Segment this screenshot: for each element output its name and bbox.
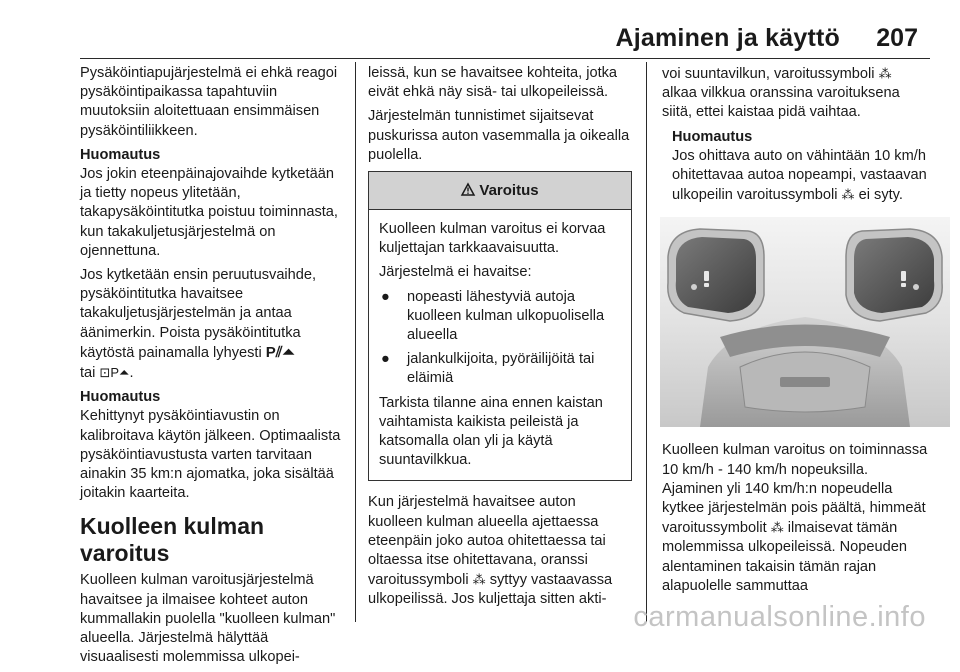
column-3 xyxy=(662,64,930,601)
section-heading: Kuolleen kulman varoitus xyxy=(80,513,265,567)
note-title: Huomautus xyxy=(80,146,161,163)
note xyxy=(662,128,930,206)
bullet-text: nopeasti lähestyviä autoja kuolleen kulman ulkopuolisella alueella xyxy=(407,288,605,344)
note-title: Huomautus xyxy=(80,389,161,406)
paragraph-text: alkaa vilkkua oranssina varoituksena siitä, ettei kaistaa pidä vaihtaa. xyxy=(662,85,900,121)
paragraph xyxy=(368,493,632,609)
note-title: Huomautus xyxy=(672,128,753,145)
column-divider-2 xyxy=(646,62,647,622)
bullet-dot: ● xyxy=(381,288,390,305)
period: . xyxy=(129,365,134,382)
paragraph xyxy=(662,64,930,123)
paragraph-text: voi suuntavilkun, varoitussymboli xyxy=(662,66,875,82)
parking-assist-alt-symbol: ⊡P⏶ xyxy=(99,365,130,381)
blind-spot-warning-symbol: ⁂ xyxy=(472,572,486,588)
note-body: Kehittynyt pysäköintiavustin on kalibroitava käytön jälkeen. Optimaalista pysäköintiavustusta varten tarvitaan ainakin 35 km:n ajomatka, joka sisältää joitakin kaarteita. xyxy=(80,408,341,502)
header-rule xyxy=(80,58,930,59)
paragraph-text: ilmaisevat tämän molemmissa ulkopeileissä. Nopeuden alentaminen takaisin tämän rajan alapuolelle sammuttaa xyxy=(662,520,907,594)
paragraph-text: Jos kytketään ensin peruutusvaihde, pysäköintitutka havaitsee takakuljetusjärjestelmän ja antaa äänimerkin. Poista pysäköintitutka käytöstä painamalla lyhyesti xyxy=(80,267,317,361)
column-2 xyxy=(368,64,632,615)
paragraph-text: Kuolleen kulman varoitus on toiminnassa 10 km/h - 140 km/h nopeuksilla. Ajaminen yli 140 km/h:n nopeudella kytkee järjestelmän pois päältä, himmeät varoitussymbolit xyxy=(662,442,928,537)
warning-title: Varoitus xyxy=(479,182,539,200)
blind-spot-warning-symbol: ⁂ xyxy=(770,520,784,536)
note-text: ei syty. xyxy=(858,187,903,204)
page-header xyxy=(0,0,960,62)
paragraph xyxy=(80,266,342,383)
bullet-text: jalankulkijoita, pyöräilijöitä tai eläimiä xyxy=(407,351,595,387)
paragraph-text: Kun järjestelmä havaitsee auton kuolleen kulman alueella ajettaessa eteenpäin joko autoa ohitettaessa tai oltaessa itse ohitettavana, oranssi varoitussymboli xyxy=(368,494,606,589)
bullet-dot: ● xyxy=(381,351,390,368)
paragraph: Kuolleen kulman varoitusjärjestelmä havaitsee ja ilmaisee kohteet auton kummallakin puolella "kuolleen kulman" alueella. Järjestelmä hälyttää visuaalisesti molemmissa ulkopei- xyxy=(80,572,336,666)
warning-header xyxy=(369,172,631,210)
warning-text: Järjestelmä ei havaitse: xyxy=(379,264,532,281)
car-mirrors-illustration xyxy=(660,217,950,427)
column-1 xyxy=(80,64,342,672)
warning-box xyxy=(368,171,632,481)
warning-bullet xyxy=(379,350,621,388)
paragraph: Pysäköintiapujärjestelmä ei ehkä reagoi pysäköintipaikassa tapahtuviin muutoksiin aloitettuaan ensimmäisen pysäköintiliikkeen. xyxy=(80,65,338,139)
warning-triangle-icon xyxy=(461,172,475,210)
blind-spot-warning-symbol: ⁂ xyxy=(878,66,892,81)
note-text: Jos ohittava auto on vähintään 10 km/h ohitettavaa autoa nopeampi, vastaavan ulkopeilin varoitussymboli xyxy=(672,147,927,204)
chapter-title: Ajaminen ja käyttö xyxy=(615,24,840,52)
blind-spot-warning-symbol: ⁂ xyxy=(841,187,855,203)
watermark: carmanualsonline.info xyxy=(633,601,926,633)
paragraph: Järjestelmän tunnistimet sijaitsevat puskurissa auton vasemmalla ja oikealla puolella. xyxy=(368,108,630,163)
warning-bullet xyxy=(379,288,621,346)
warning-text: Kuolleen kulman varoitus ei korvaa kuljettajan tarkkaavaisuutta. xyxy=(379,221,606,257)
parking-assist-button-symbol: P⫽⏶ xyxy=(265,343,295,361)
page-number: 207 xyxy=(876,24,918,52)
column-divider-1 xyxy=(355,62,356,622)
paragraph-text: syttyy vastaavassa ulkopeilissä. Jos kuljettaja sitten akti- xyxy=(368,572,613,608)
mirror-photo xyxy=(660,217,950,427)
warning-text: Tarkista tilanne aina ennen kaistan vaihtamista kaikista peileistä ja katsomalla olan yli ja käytä suuntavilkkua. xyxy=(379,394,603,469)
warning-body xyxy=(369,210,631,480)
paragraph: leissä, kun se havaitsee kohteita, jotka eivät ehkä näy sisä- tai ulkopeileissä. xyxy=(368,65,618,101)
note-body xyxy=(672,147,930,206)
or-text: tai xyxy=(80,365,96,382)
note-body: Jos jokin eteenpäinajovaihde kytketään ja tietty nopeus ylitetään, takapysäköintitutka poistuu toiminnasta, kun takakuljetusjärjestelmä on ojennettuna. xyxy=(80,166,338,259)
paragraph xyxy=(662,441,930,596)
